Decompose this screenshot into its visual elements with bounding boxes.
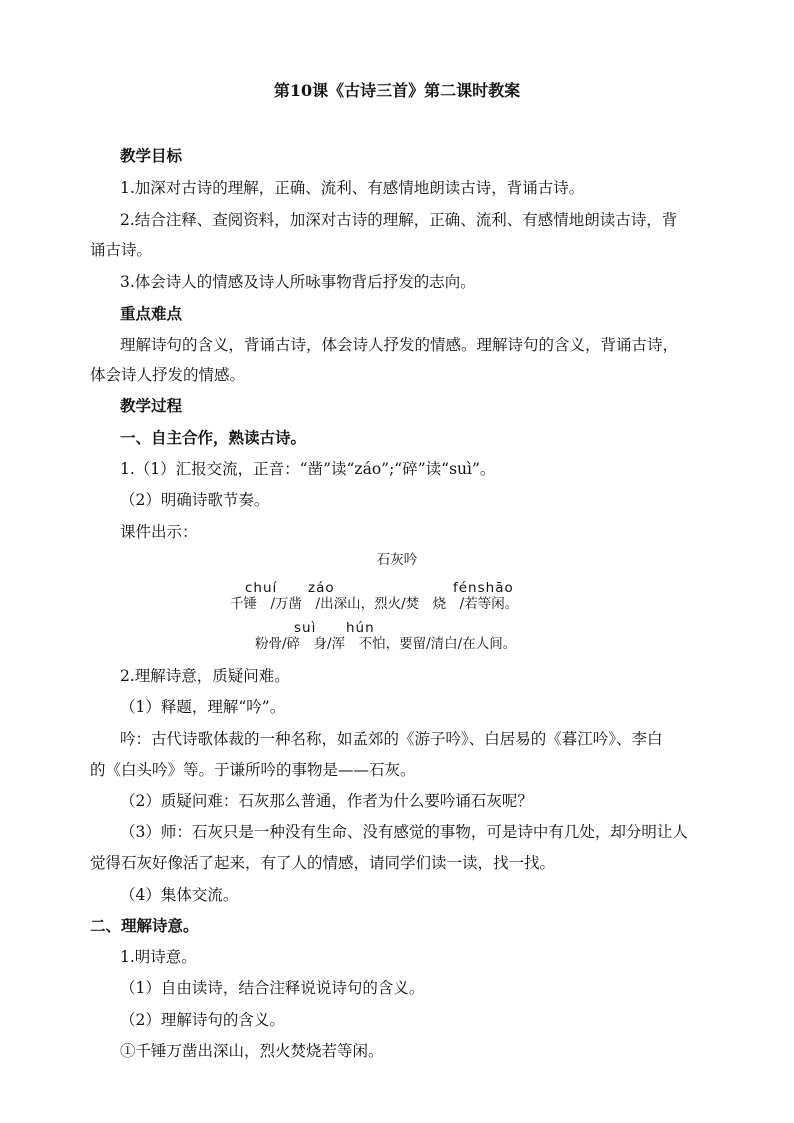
section-2-title: 二、理解诗意。 [90,916,199,935]
section-2-item-2: （1）自由读诗，结合注释说说诗句的含义。 [120,979,425,997]
section-2-item-4: ①千锤万凿出深山，烈火焚烧若等闲。 [120,1042,384,1060]
heading-teaching-goals: 教学目标 [120,146,183,165]
section-1-item-1: 1.（1）汇报交流，正音：“凿”读“záo”;“碎”读“suì”。 [120,460,496,478]
poem-line-2: 粉骨/碎 身/浑 不怕，要留/清白/在人间。 [255,636,517,652]
goal-1: 1.加深对古诗的理解，正确、流利、有感情地朗读古诗，背诵古诗。 [120,179,585,197]
section-1-item-5: （1）释题，理解“吟”。 [120,698,286,716]
goal-3: 3.体会诗人的情感及诗人所咏事物背后抒发的志向。 [120,273,476,291]
section-1-item-6: （2）质疑问难：石灰那么普通，作者为什么要吟诵石灰呢？ [120,792,533,810]
pinyin-chui: chuí [245,580,278,596]
goal-2-line-1: 2.结合注释、查阅资料，加深对古诗的理解，正确、流利、有感情地朗读古诗，背 [120,211,678,229]
section-2-item-3: （2）理解诗句的含义。 [120,1011,285,1029]
key-points-line-2: 体会诗人抒发的情感。 [90,366,246,384]
poem-title: 石灰吟 [376,552,418,568]
poem-line-1: 千锤 /万凿 /出深山，烈火/焚 烧 /若等闲。 [230,596,519,612]
section-1-item-2: （2）明确诗歌节奏。 [120,491,270,509]
section-2-item-1: 1.明诗意。 [120,948,197,966]
section-1-item-7-line-1: （3）师：石灰只是一种没有生命、没有感觉的事物，可是诗中有几处，却分明让人 [120,823,688,841]
section-1-title: 一、自主合作，熟读古诗。 [120,428,307,447]
pinyin-fenshao: fénshāo [453,580,514,596]
yin-explanation-line-2: 的《白头吟》等。于谦所吟的事物是——石灰。 [90,761,416,779]
document-title: 第10课《古诗三首》第二课时教案 [273,81,521,100]
section-1-item-4: 2.理解诗意，质疑问难。 [120,667,290,685]
section-1-item-7-line-2: 觉得石灰好像活了起来，有了人的情感，请同学们读一读，找一找。 [90,854,556,872]
heading-teaching-process: 教学过程 [120,396,183,415]
pinyin-hun: hún [346,620,375,636]
goal-2-line-2: 诵古诗。 [90,241,153,259]
section-1-item-3: 课件出示： [120,523,198,541]
key-points-line-1: 理解诗句的含义，背诵古诗，体会诗人抒发的情感。理解诗句的含义，背诵古诗， [120,336,679,354]
heading-key-points: 重点难点 [120,304,183,323]
yin-explanation-line-1: 吟：古代诗歌体裁的一种名称，如孟郊的《游子吟》、白居易的《暮江吟》、李白 [120,730,663,748]
pinyin-zao: záo [308,580,335,596]
section-1-item-8: （4）集体交流。 [120,886,239,904]
pinyin-sui: suì [294,620,317,636]
